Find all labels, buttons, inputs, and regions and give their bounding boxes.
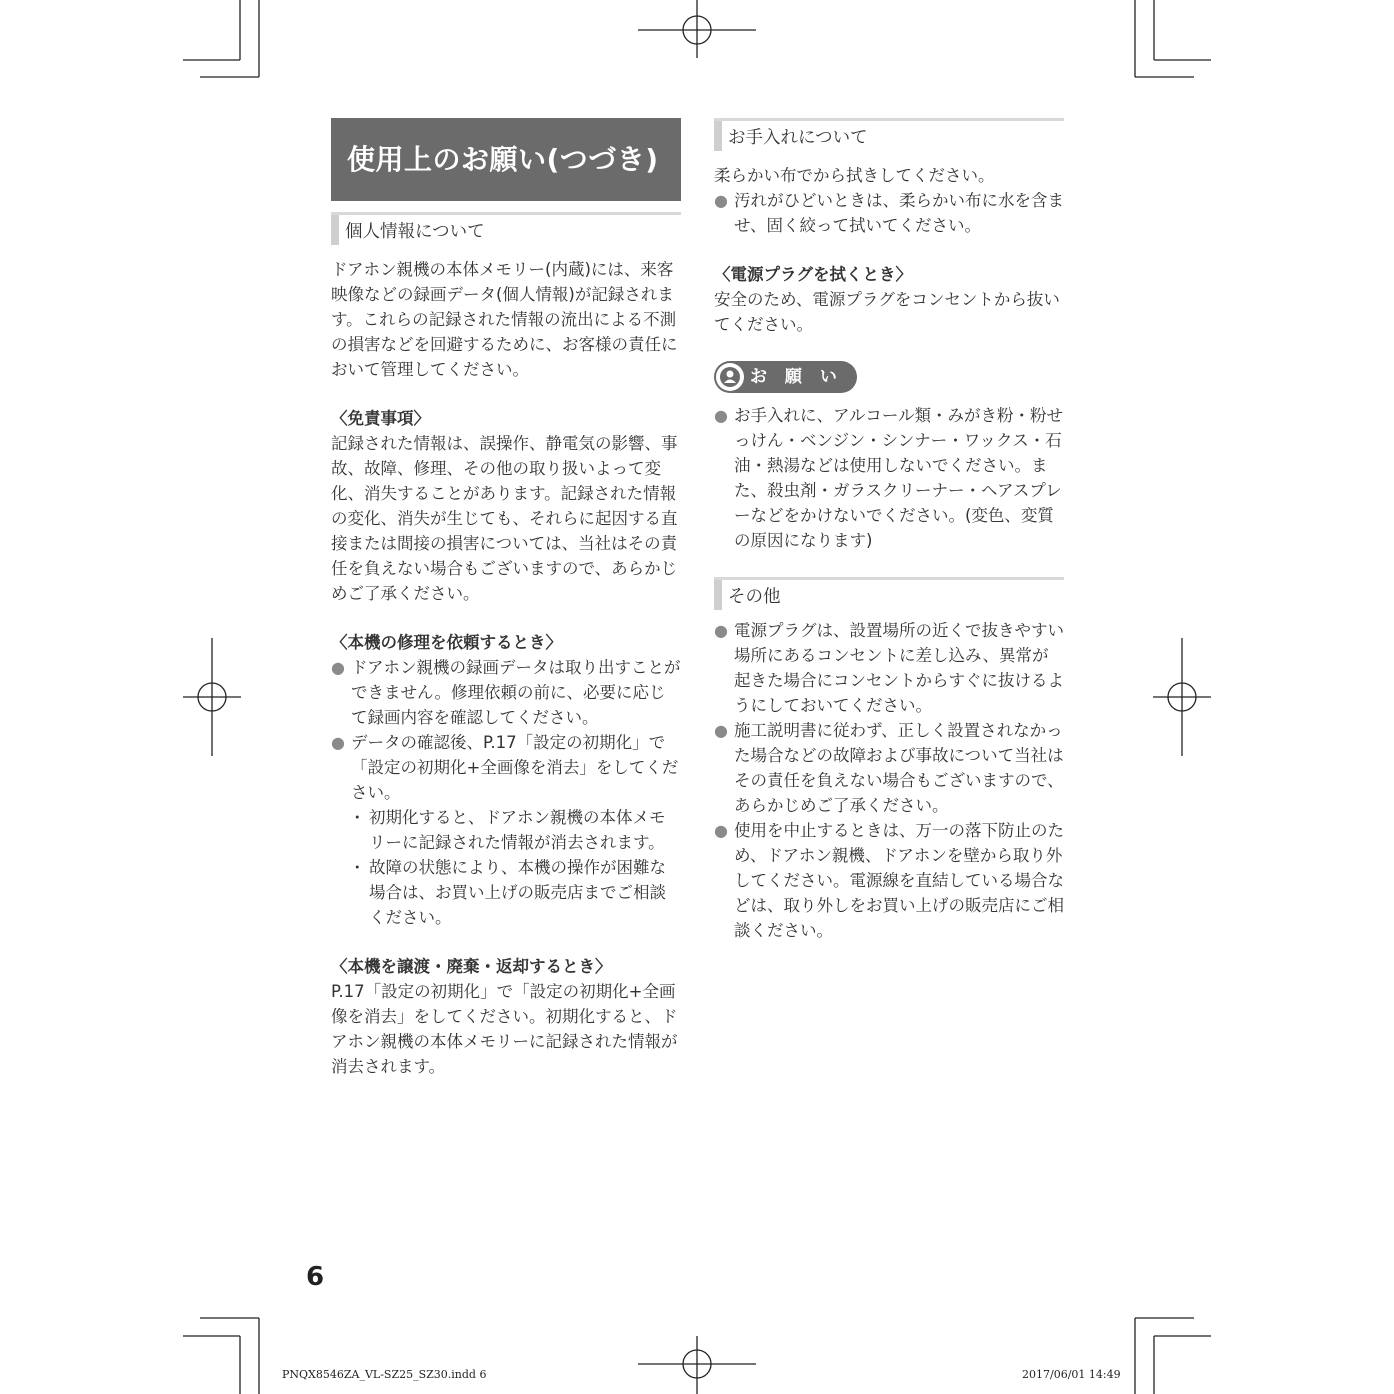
request-label: お 願 い [750,366,843,387]
request-bullet-1: ● お手入れに、アルコール類・みがき粉・粉せっけん・ベンジン・シンナー・ワックス・石油・熱湯などは使用しないでください。また、殺虫剤・ガラスクリーナー・ヘアスプレーなどをかけないでください。(変色、変質の原因になります) [714,403,1064,553]
repair-sub-bullet-1: ・ 初期化すると、ドアホン親機の本体メモリーに記録された情報が消去されます。 [331,805,681,855]
left-column [331,118,681,1079]
page-title: 使用上のお願い(つづき) [331,118,681,201]
section-heading-privacy: 個人情報について [331,212,681,247]
section-heading-care: お手入れについて [714,118,1064,153]
plug-heading: 〈電源プラグを拭くとき〉 [714,265,912,284]
disclaimer-text: 記録された情報は、誤操作、静電気の影響、事故、故障、修理、その他の取り扱いよって変化、消失することがあります。記録された情報の変化、消失が生じても、それらに起因する直接または間接の損害については、当社はその責任を負えない場合もございますので、あらかじめご了承ください。 [331,434,678,603]
footer-filename: PNQX8546ZA_VL-SZ25_SZ30.indd 6 [282,1368,487,1381]
care-text: 柔らかい布でから拭きしてください。 [714,166,995,185]
section-heading-other: その他 [714,577,1064,612]
repair-bullet-2: ● データの確認後、P.17「設定の初期化」で「設定の初期化+全画像を消去」をしてください。 [331,730,681,805]
disclaimer-heading: 〈免責事項〉 [331,409,430,428]
transfer-text: P.17「設定の初期化」で「設定の初期化+全画像を消去」をしてください。初期化すると、ドアホン親機の本体メモリーに記録された情報が消去されます。 [331,982,678,1076]
right-column [714,118,1064,943]
footer-date: 2017/06/01 14:49 [1022,1368,1121,1381]
repair-sub-bullet-2: ・ 故障の状態により、本機の操作が困難な場合は、お買い上げの販売店までご相談ください。 [331,855,681,930]
care-bullet-1: ● 汚れがひどいときは、柔らかい布に水を含ませ、固く絞って拭いてください。 [714,188,1064,238]
other-bullet-2: ● 施工説明書に従わず、正しく設置されなかった場合などの故障および事故について当社はその責任を負えない場合もございますので、あらかじめご了承ください。 [714,718,1064,818]
plug-text: 安全のため、電源プラグをコンセントから抜いてください。 [714,290,1060,334]
page-number: 6 [306,1262,325,1292]
transfer-heading: 〈本機を譲渡・廃棄・返却するとき〉 [331,957,612,976]
request-badge [714,361,857,393]
repair-bullet-1: ● ドアホン親機の録画データは取り出すことができません。修理依頼の前に、必要に応じて録画内容を確認してください。 [331,655,681,730]
bow-person-icon [716,363,744,391]
privacy-text: ドアホン親機の本体メモリー(内蔵)には、来客映像などの録画データ(個人情報)が記録されます。これらの記録された情報の流出による不測の損害などを回避するために、お客様の責任において管理してください。 [331,260,678,379]
other-bullet-3: ● 使用を中止するときは、万一の落下防止のため、ドアホン親機、ドアホンを壁から取り外してください。電源線を直結している場合などは、取り外しをお買い上げの販売店にご相談ください。 [714,818,1064,943]
other-bullet-1: ● 電源プラグは、設置場所の近くで抜きやすい場所にあるコンセントに差し込み、異常が起きた場合にコンセントからすぐに抜けるようにしておいてください。 [714,618,1064,718]
repair-heading: 〈本機の修理を依頼するとき〉 [331,633,562,652]
